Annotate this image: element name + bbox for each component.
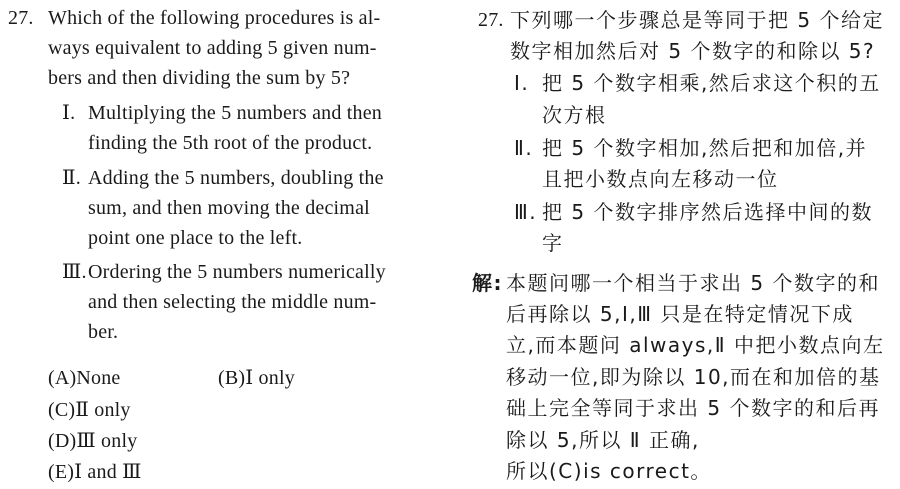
zh-question-line-1: 下列哪一个步骤总是等同于把 5 个给定 — [510, 8, 884, 32]
question-line-3: bers and then dividing the sum by 5? — [48, 67, 351, 89]
choice-e: (E)Ⅰ and Ⅲ — [48, 461, 142, 483]
item-2-line-1: Adding the 5 numbers, doubling the — [88, 167, 384, 189]
zh-item-marker-3: Ⅲ. — [514, 200, 538, 224]
zh-item-2-line-2: 且把小数点向左移动一位 — [542, 167, 779, 191]
solution-line-1: 本题问哪一个相当于求出 5 个数字的和 — [506, 271, 880, 295]
choice-c: (C)Ⅱ only — [48, 399, 131, 421]
question-number: 27. — [8, 7, 34, 29]
item-2-line-2: sum, and then moving the decimal — [88, 197, 370, 219]
item-3-line-3: ber. — [88, 321, 119, 343]
zh-item-marker-2: Ⅱ. — [514, 136, 534, 160]
solution-line-6: 除以 5,所以 Ⅱ 正确, — [506, 428, 700, 452]
zh-item-1-line-1: 把 5 个数字相乘,然后求这个积的五 — [542, 71, 881, 95]
question-line-2: ways equivalent to adding 5 given num- — [48, 37, 377, 59]
solution-line-7: 所以(C)is correct。 — [506, 459, 712, 483]
solution-label: 解: — [472, 271, 503, 295]
question-line-1: Which of the following procedures is al- — [48, 7, 381, 29]
item-1-line-2: finding the 5th root of the product. — [88, 132, 373, 154]
zh-item-3-line-2: 字 — [542, 231, 564, 255]
zh-question-number: 27. — [478, 9, 504, 31]
zh-item-3-line-1: 把 5 个数字排序然后选择中间的数 — [542, 200, 873, 224]
item-marker-3: Ⅲ. — [62, 261, 87, 283]
zh-item-2-line-1: 把 5 个数字相加,然后把和加倍,并 — [542, 136, 868, 160]
item-1-line-1: Multiplying the 5 numbers and then — [88, 102, 382, 124]
item-2-line-3: point one place to the left. — [88, 227, 303, 249]
item-3-line-2: and then selecting the middle num- — [88, 291, 377, 313]
solution-line-2: 后再除以 5,Ⅰ,Ⅲ 只是在特定情况下成 — [506, 302, 854, 326]
zh-item-1-line-2: 次方根 — [542, 103, 607, 127]
choice-d: (D)Ⅲ only — [48, 430, 138, 452]
choice-a: (A)None — [48, 367, 121, 389]
solution-line-3: 立,而本题问 always,Ⅱ 中把小数点向左 — [506, 333, 885, 357]
choice-b: (B)Ⅰ only — [218, 367, 295, 389]
item-marker-1: Ⅰ. — [62, 102, 76, 124]
item-marker-2: Ⅱ. — [62, 167, 81, 189]
zh-question-line-2: 数字相加然后对 5 个数字的和除以 5? — [510, 39, 876, 63]
zh-item-marker-1: Ⅰ. — [514, 71, 530, 95]
solution-line-4: 移动一位,即为除以 10,而在和加倍的基 — [506, 365, 881, 389]
solution-line-5: 础上完全等同于求出 5 个数字的和后再 — [506, 396, 880, 420]
item-3-line-1: Ordering the 5 numbers numerically — [88, 261, 386, 283]
